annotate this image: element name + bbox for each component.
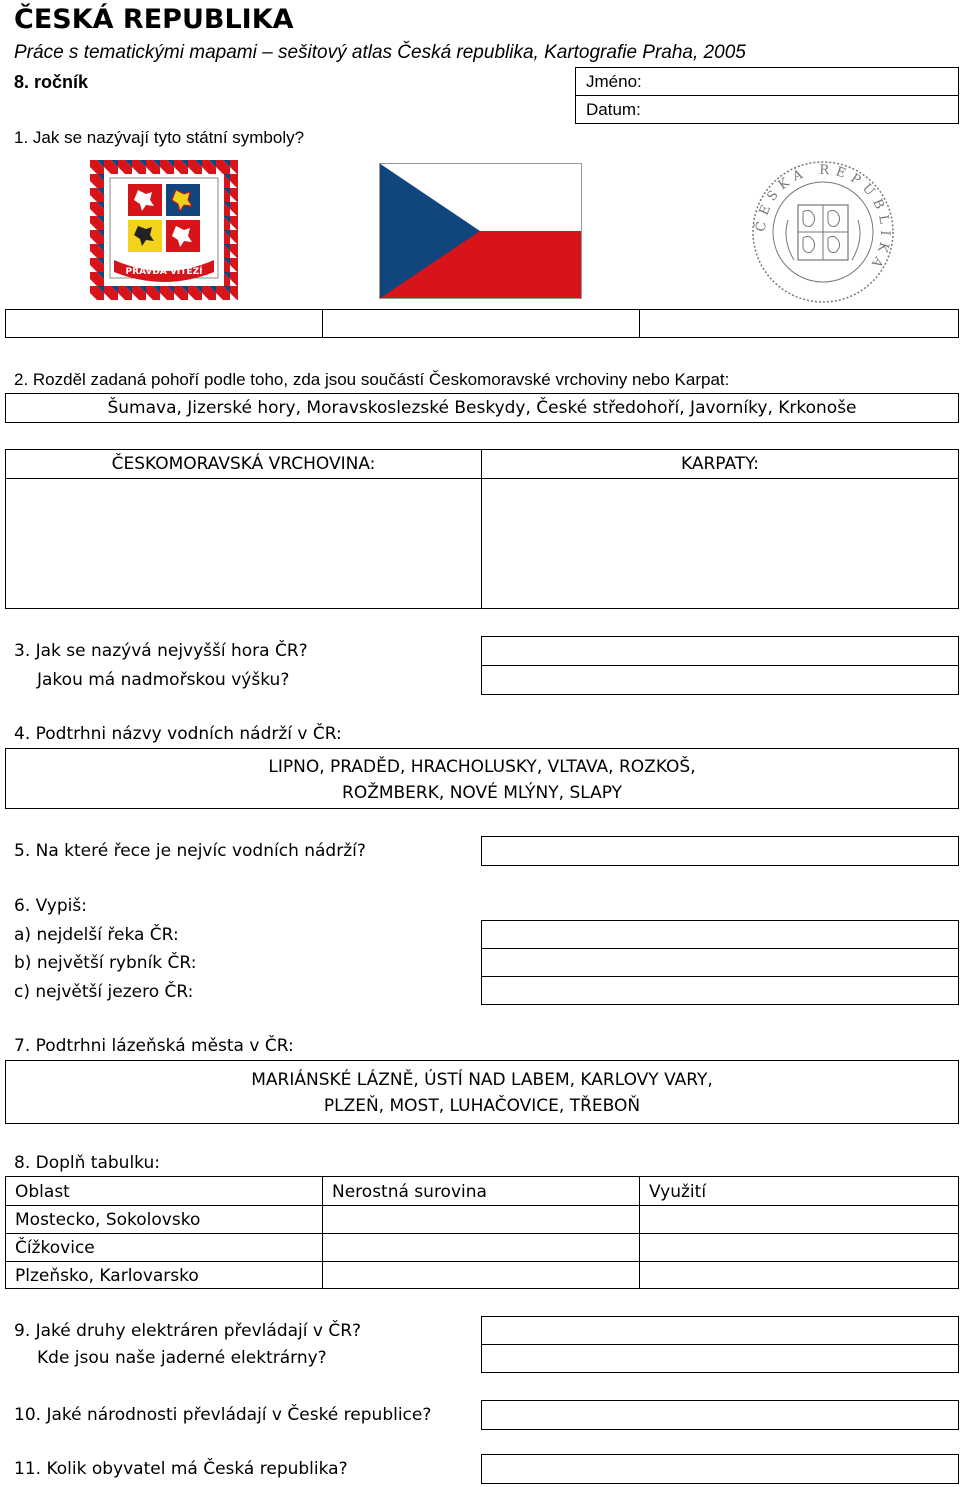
q2-col1-answer[interactable] <box>5 478 482 609</box>
q2-text: 2. Rozděl zadaná pohoří podle toho, zda jsou součástí Českomoravské vrchoviny nebo Karpat: <box>14 370 730 389</box>
q7-line2: PLZEŇ, MOST, LUHAČOVICE, TŘEBOŇ <box>323 1096 641 1116</box>
q7-list-box <box>5 1060 959 1124</box>
name-label: Jméno: <box>586 72 642 91</box>
q7-line1: MARIÁNSKÉ LÁZNĚ, ÚSTÍ NAD LABEM, KARLOVY VARY, <box>251 1070 713 1090</box>
q6-answer-a[interactable] <box>481 920 959 949</box>
q8-table <box>5 1176 959 1289</box>
table-input-cell[interactable] <box>639 1261 959 1289</box>
q6-answer-b[interactable] <box>481 948 959 977</box>
q4-text: 4. Podtrhni názvy vodních nádrží v ČR: <box>14 724 342 744</box>
table-row: Čížkovice <box>5 1233 323 1262</box>
page-subtitle: Práce s tematickými mapami – sešitový atlas Česká republika, Kartografie Praha, 2005 <box>14 42 746 63</box>
q7-text: 7. Podtrhni lázeňská města v ČR: <box>14 1036 294 1056</box>
q9-line2: Kde jsou naše jaderné elektrárny? <box>37 1348 327 1368</box>
q6-c: c) největší jezero ČR: <box>14 982 194 1002</box>
presidential-standard-image <box>90 160 238 300</box>
table-input-cell[interactable] <box>639 1205 959 1234</box>
q6-b: b) největší rybník ČR: <box>14 953 197 973</box>
q11-answer[interactable] <box>481 1454 959 1484</box>
q2-col1-label: ČESKOMORAVSKÁ VRCHOVINA: <box>111 454 376 474</box>
q1-answer-1[interactable] <box>5 309 323 338</box>
table-header-cell: Nerostná surovina <box>322 1176 640 1206</box>
table-input-cell[interactable] <box>322 1261 640 1289</box>
date-label: Datum: <box>586 100 641 119</box>
q6-answer-c[interactable] <box>481 976 959 1005</box>
q3-line2: Jakou má nadmořskou výšku? <box>37 670 290 690</box>
q5-text: 5. Na které řece je nejvíc vodních nádrží? <box>14 841 366 861</box>
q6-a: a) nejdelší řeka ČR: <box>14 925 179 945</box>
q10-answer[interactable] <box>481 1400 959 1430</box>
q1-answer-3[interactable] <box>639 309 959 338</box>
standard-motto: PRAVDA VÍTĚZÍ <box>125 267 203 277</box>
q2-mountains: Šumava, Jizerské hory, Moravskoslezské Beskydy, České středohoří, Javorníky, Krkonoše <box>107 398 857 418</box>
q3-answer-1[interactable] <box>481 636 959 666</box>
q3-answer-2[interactable] <box>481 665 959 695</box>
state-seal-image <box>748 160 898 305</box>
q2-col1-header <box>5 449 482 479</box>
q5-answer[interactable] <box>481 836 959 866</box>
q1-answer-2[interactable] <box>322 309 640 338</box>
q4-line2: ROŽMBERK, NOVÉ MLÝNY, SLAPY <box>342 783 622 803</box>
q9-line1: 9. Jaké druhy elektráren převládají v ČR? <box>14 1321 362 1341</box>
state-flag-image <box>379 163 582 299</box>
q4-line1: LIPNO, PRADĚD, HRACHOLUSKY, VLTAVA, ROZKOŠ, <box>268 757 696 777</box>
q6-text: 6. Vypiš: <box>14 896 87 916</box>
page-title: ČESKÁ REPUBLIKA <box>14 4 294 35</box>
q11-text: 11. Kolik obyvatel má Česká republika? <box>14 1459 348 1479</box>
q2-col2-answer[interactable] <box>481 478 959 609</box>
seal-lettering: ČESKÁ REPUBLIKA <box>753 162 893 275</box>
q9-answer-2[interactable] <box>481 1344 959 1373</box>
date-field[interactable] <box>575 95 959 124</box>
table-input-cell[interactable] <box>639 1233 959 1262</box>
q1-text: 1. Jak se nazývají tyto státní symboly? <box>14 128 305 147</box>
table-input-cell[interactable] <box>322 1205 640 1234</box>
table-header-cell: Využití <box>639 1176 959 1206</box>
q3-line1: 3. Jak se nazývá nejvyšší hora ČR? <box>14 641 308 661</box>
q2-col2-label: KARPATY: <box>680 454 759 474</box>
table-row: Mostecko, Sokolovsko <box>5 1205 323 1234</box>
grade-label: 8. ročník <box>14 72 89 92</box>
q10-text: 10. Jaké národnosti převládají v České republice? <box>14 1405 432 1425</box>
q2-mountain-list <box>5 393 959 423</box>
table-header-cell: Oblast <box>5 1176 323 1206</box>
name-field[interactable] <box>575 67 959 96</box>
q2-col2-header <box>481 449 959 479</box>
table-row: Plzeňsko, Karlovarsko <box>5 1261 323 1289</box>
table-input-cell[interactable] <box>322 1233 640 1262</box>
seal-coat-of-arms-icon <box>786 205 860 260</box>
q8-text: 8. Doplň tabulku: <box>14 1153 161 1173</box>
q4-list-box <box>5 748 959 809</box>
q9-answer-1[interactable] <box>481 1316 959 1345</box>
